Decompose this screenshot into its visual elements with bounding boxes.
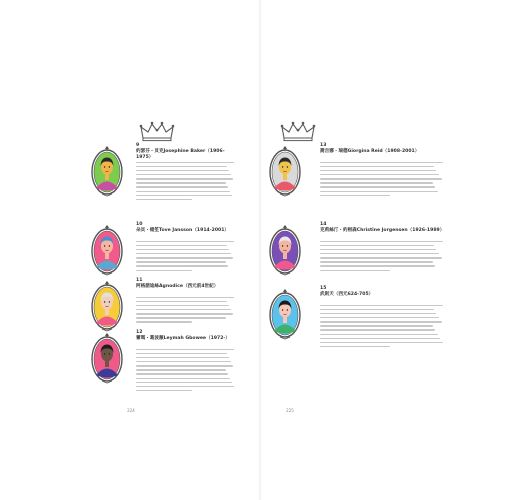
entry-name: 約瑟芬・貝克Josephine Baker（1906-1975）: [136, 149, 225, 160]
text-line: [320, 249, 436, 250]
text-line: [320, 253, 439, 254]
text-line: [320, 241, 443, 242]
text-line: [136, 373, 228, 374]
entry-text: [136, 222, 238, 274]
text-line: [320, 346, 390, 347]
portrait-frame-icon: [90, 145, 124, 197]
text-line: [320, 178, 442, 179]
text-line: [136, 309, 231, 310]
entry-role: [320, 298, 448, 303]
text-line: [136, 357, 229, 358]
portrait-frame-icon: [268, 224, 302, 276]
entry-text: [136, 143, 238, 203]
crown-ornament-icon: [137, 120, 177, 142]
entry-text: [320, 286, 448, 350]
entry-number: 14: [320, 222, 327, 227]
entry: [268, 143, 448, 221]
entry-body-lines: [136, 241, 238, 271]
entry-body-lines: [320, 241, 448, 271]
text-line: [320, 309, 434, 310]
page-number: 225: [286, 408, 294, 413]
text-line: [136, 365, 233, 366]
entry-role: [136, 234, 238, 239]
crown-ornament-icon: [278, 120, 318, 142]
text-line: [136, 182, 226, 183]
text-line: [136, 313, 233, 314]
text-line: [136, 166, 227, 167]
entry-text: [320, 143, 448, 199]
entry-number: 13: [320, 143, 327, 148]
text-line: [320, 321, 442, 322]
text-line: [136, 349, 234, 350]
entry-number: 9: [136, 143, 140, 148]
text-line: [136, 195, 232, 196]
text-line: [320, 195, 390, 196]
entry-name: 蕾瑪・葛波薇Leymah Gbowee（1972-）: [136, 336, 230, 341]
text-line: [320, 313, 436, 314]
text-line: [320, 191, 438, 192]
text-line: [136, 162, 234, 163]
text-line: [136, 174, 231, 175]
entry-name: 阿格諾迪絲Agnodice（西元前4世紀）: [136, 284, 219, 289]
entry-number: 12: [136, 330, 143, 335]
text-line: [136, 265, 228, 266]
text-line: [136, 301, 227, 302]
text-line: [136, 382, 232, 383]
text-line: [320, 305, 443, 306]
entry: [90, 330, 238, 408]
text-line: [320, 245, 434, 246]
text-line: [136, 186, 228, 187]
text-line: [136, 178, 233, 179]
text-line: [136, 321, 192, 322]
text-line: [320, 338, 440, 339]
text-line: [320, 270, 390, 271]
entry-name: 朵貝・楊笙Tove Jansson（1914-2001）: [136, 228, 229, 233]
text-line: [136, 191, 230, 192]
text-line: [320, 186, 435, 187]
entry-name: 喬吉娜・瑞德Giorgina Reid（1908-2001）: [320, 149, 420, 154]
entry-body-lines: [136, 349, 238, 391]
entry-number: 15: [320, 286, 327, 291]
entry-body-lines: [136, 162, 238, 200]
text-line: [136, 353, 227, 354]
text-line: [136, 253, 231, 254]
text-line: [136, 361, 231, 362]
portrait-frame-icon: [268, 288, 302, 340]
text-line: [136, 199, 192, 200]
text-line: [136, 317, 226, 318]
entry: [268, 286, 448, 364]
entry: [90, 143, 238, 221]
text-line: [136, 305, 229, 306]
entry-role: [136, 290, 238, 295]
text-line: [320, 182, 433, 183]
portrait-frame-icon: [268, 145, 302, 197]
text-line: [136, 386, 234, 387]
text-line: [136, 241, 234, 242]
text-line: [136, 369, 226, 370]
text-line: [136, 297, 234, 298]
text-line: [136, 257, 233, 258]
text-line: [320, 174, 439, 175]
entry-text: [136, 330, 238, 394]
entry-body-lines: [320, 162, 448, 196]
text-line: [320, 170, 436, 171]
text-line: [320, 342, 443, 343]
text-line: [320, 317, 439, 318]
text-line: [320, 334, 438, 335]
text-line: [136, 170, 229, 171]
entry-role: [320, 155, 448, 160]
text-line: [320, 261, 433, 262]
right-page: [260, 0, 520, 500]
text-line: [136, 261, 226, 262]
text-line: [320, 166, 434, 167]
portrait-frame-icon: [90, 280, 124, 332]
entry-number: 10: [136, 222, 143, 227]
entry-body-lines: [320, 305, 448, 347]
entry-text: [136, 278, 238, 326]
entry-name: 克莉絲汀・約根森Christine Jorgensen（1926-1989）: [320, 228, 445, 233]
text-line: [136, 390, 192, 391]
text-line: [320, 265, 435, 266]
portrait-frame-icon: [90, 332, 124, 384]
page-number: 224: [127, 408, 135, 413]
text-line: [136, 270, 192, 271]
text-line: [320, 257, 442, 258]
text-line: [136, 245, 227, 246]
entry-body-lines: [136, 297, 238, 323]
entry-number: 11: [136, 278, 143, 283]
text-line: [136, 378, 230, 379]
portrait-frame-icon: [90, 224, 124, 276]
entry-role: [320, 234, 448, 239]
entry-name: 武則天（西元624-705）: [320, 292, 374, 297]
entry-text: [320, 222, 448, 274]
text-line: [320, 325, 433, 326]
text-line: [320, 329, 435, 330]
text-line: [320, 162, 443, 163]
text-line: [136, 249, 229, 250]
entry-role: [136, 342, 238, 347]
